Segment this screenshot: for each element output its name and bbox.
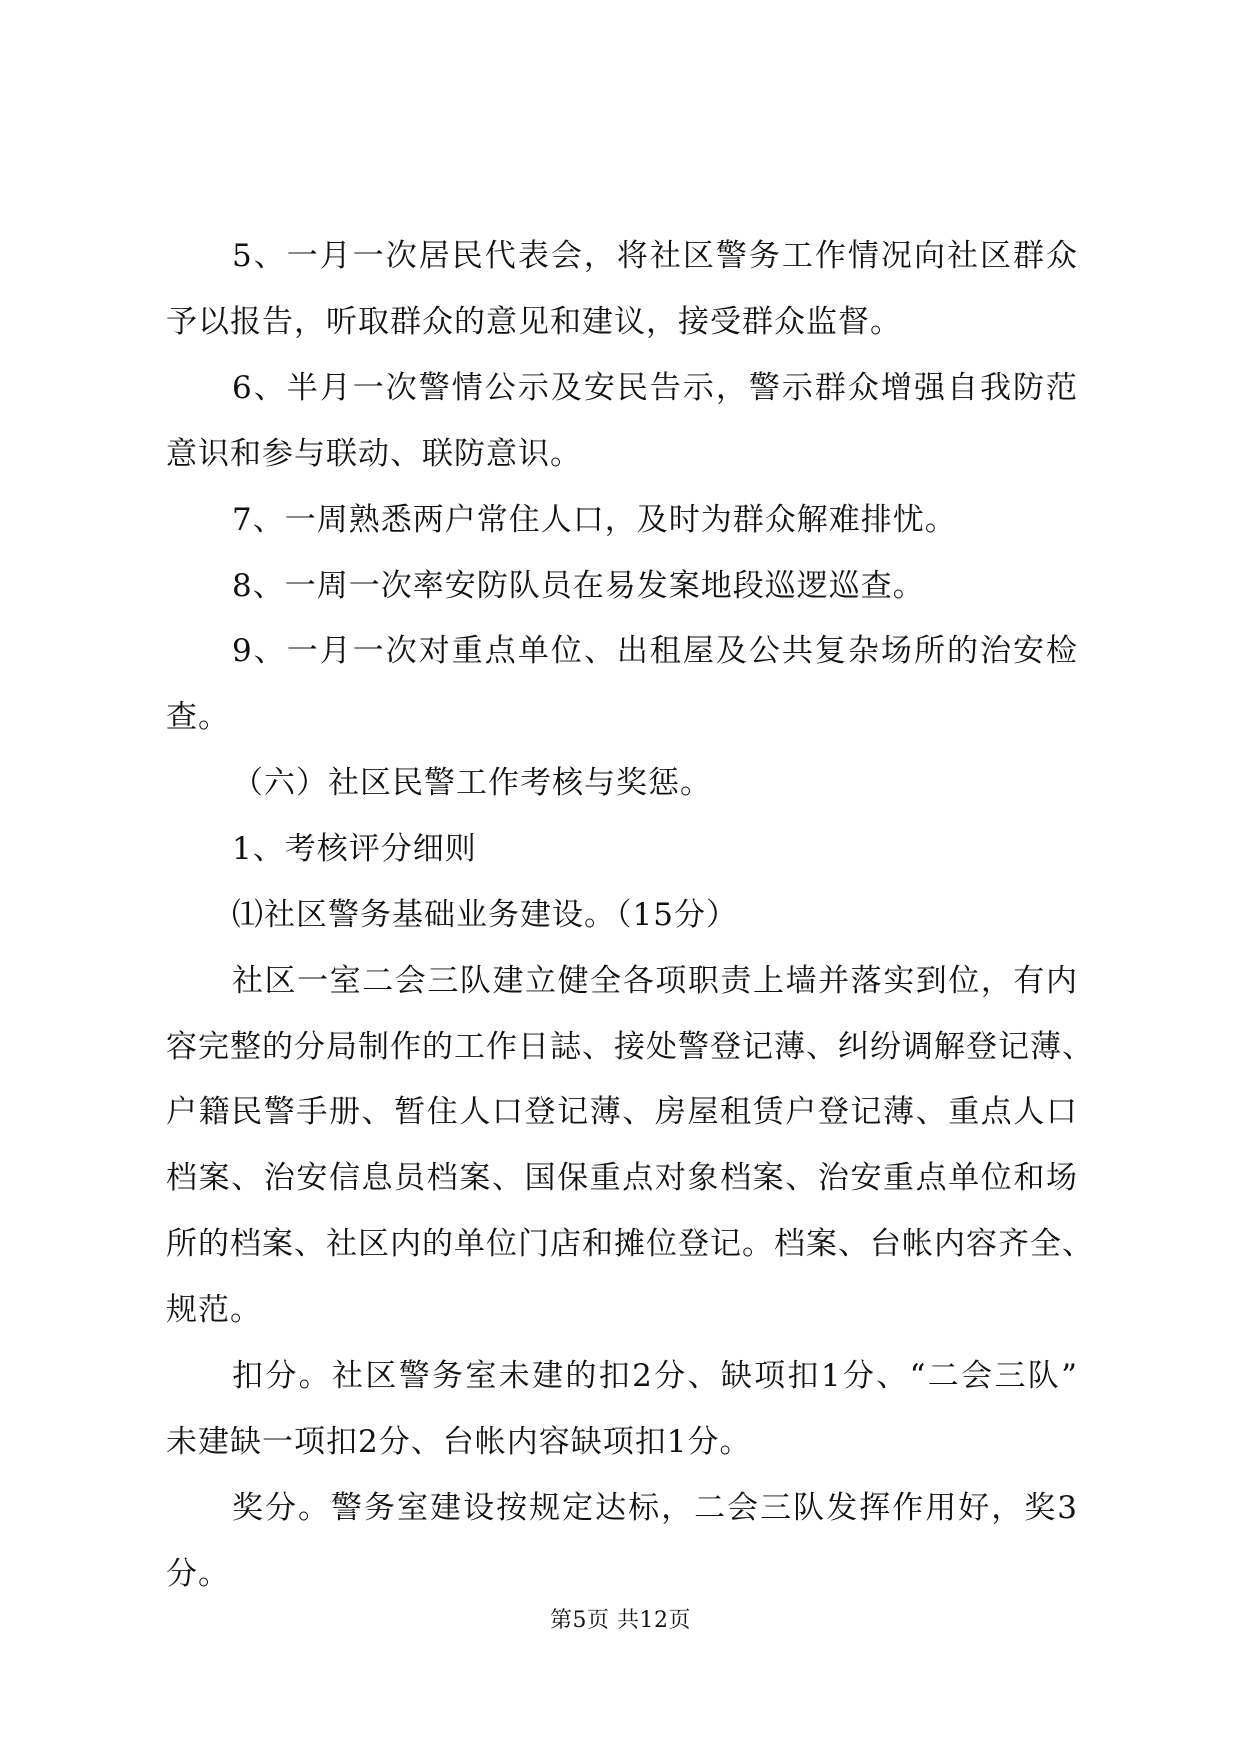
paragraph-line: 扣分。社区警务室未建的扣2分、缺项扣1分、“二会三队”	[232, 1358, 1078, 1394]
paragraph-line: 未建缺一项扣2分、台帐内容缺项扣1分。	[166, 1424, 752, 1460]
paragraph-line: 户籍民警手册、暂住人口登记薄、房屋租赁户登记薄、重点人口	[166, 1094, 1078, 1130]
page-number-footer: 第5页 共12页	[550, 1608, 691, 1633]
paragraph-line: 所的档案、社区内的单位门店和摊位登记。档案、台帐内容齐全、	[166, 1226, 1094, 1262]
paragraph-line: 7、一周熟悉两户常住人口，及时为群众解难排忧。	[232, 502, 957, 538]
paragraph-line: 档案、治安信息员档案、国保重点对象档案、治安重点单位和场	[166, 1160, 1078, 1196]
paragraph-line: 9、一月一次对重点单位、出租屋及公共复杂场所的治安检	[232, 633, 1078, 669]
paragraph-line: 8、一周一次率安防队员在易发案地段巡逻巡查。	[232, 568, 925, 604]
paragraph-line: 奖分。警务室建设按规定达标，二会三队发挥作用好，奖3	[232, 1490, 1078, 1526]
paragraph-line: 予以报告，听取群众的意见和建议，接受群众监督。	[166, 304, 902, 340]
paragraph-line: 规范。	[166, 1292, 262, 1328]
paragraph-line: 查。	[166, 699, 230, 735]
paragraph-line: 5、一月一次居民代表会，将社区警务工作情况向社区群众	[232, 238, 1078, 274]
paragraph-line: 意识和参与联动、联防意识。	[166, 436, 582, 472]
section-heading: （六）社区民警工作考核与奖惩。	[232, 765, 712, 801]
paragraph-line: 分。	[166, 1556, 230, 1592]
item-heading: ⑴社区警务基础业务建设。（15分）	[232, 897, 738, 933]
subsection-heading: 1、考核评分细则	[232, 831, 477, 867]
paragraph-line: 6、半月一次警情公示及安民告示，警示群众增强自我防范	[232, 370, 1078, 406]
paragraph-line: 容完整的分局制作的工作日誌、接处警登记薄、纠纷调解登记薄、	[166, 1029, 1094, 1065]
paragraph-line: 社区一室二会三队建立健全各项职责上墙并落实到位，有内	[232, 963, 1078, 999]
